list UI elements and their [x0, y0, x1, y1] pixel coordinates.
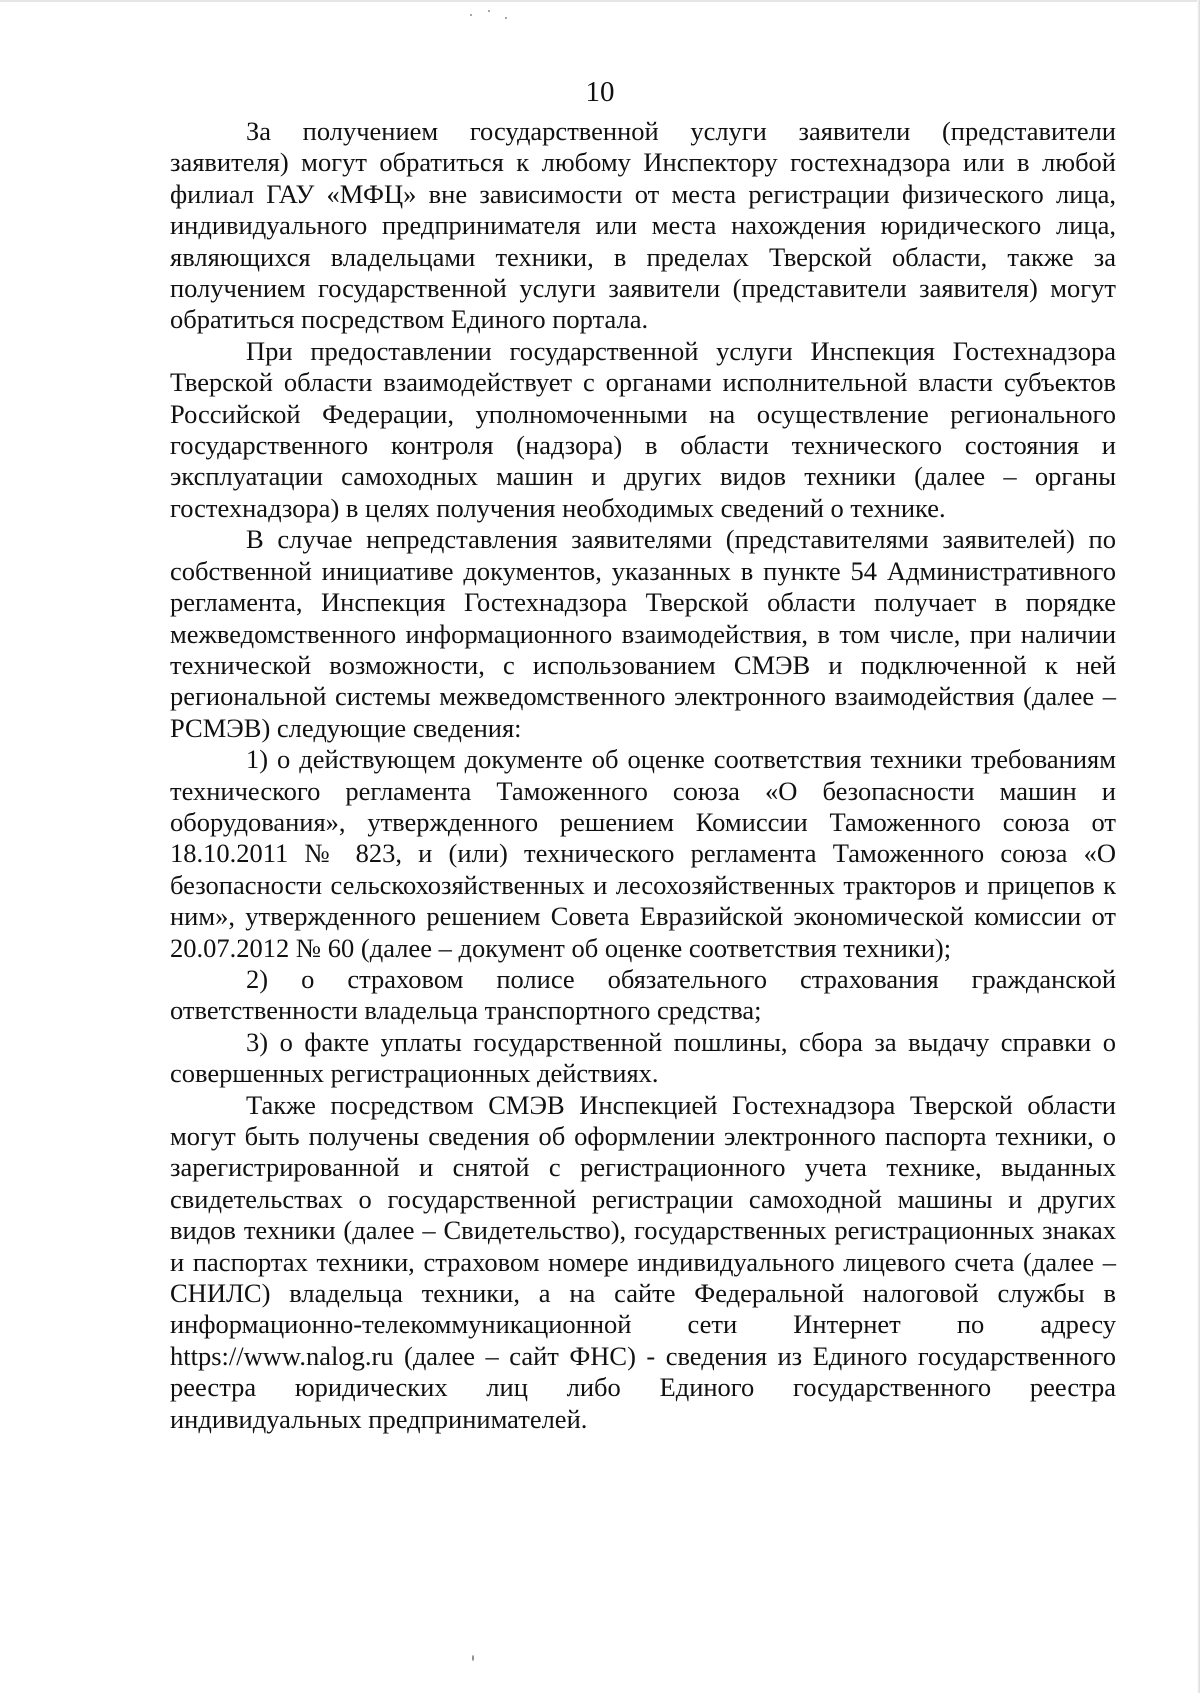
paragraph-interdepartmental-request: В случае непредставления заявителями (представителями заявителей) по собственной инициативе документов, указанных в пункте 54 Административного регламента, Инспекция Гостехнадзора Тверской области получает в порядке межведомственного информационного взаимодействия, в том числе, при наличии технической возможности, с использованием СМЭВ и подключенной к ней региональной системы межведомственного электронного взаимодействия (далее – РСМЭВ) следующие сведения:: [170, 524, 1116, 743]
scan-edge-top: [0, 0, 1200, 2]
list-item-conformity-document: 1) о действующем документе об оценке соответствия техники требованиям технического регламента Таможенного союза «О безопасности машин и оборудования», утвержденного решением Комиссии Таможенного союза от 18.10.2011 № 823, и (или) технического регламента Таможенного союза «О безопасности сельскохозяйственных и лесохозяйственных тракторов и прицепов к ним», утвержденного решением Совета Евразийской экономической комиссии от 20.07.2012 № 60 (далее – документ об оценке соответствия техники);: [170, 744, 1116, 963]
list-item-state-duty: 3) о факте уплаты государственной пошлины, сбора за выдачу справки о совершенных регистрационных действиях.: [170, 1026, 1116, 1089]
scan-speck: [488, 10, 490, 12]
scan-speck: [470, 14, 472, 16]
paragraph-smev-information: Также посредством СМЭВ Инспекцией Гостехнадзора Тверской области могут быть получены сведения об оформлении электронного паспорта техники, о зарегистрированной и снятой с регистрационного учета технике, выданных свидетельствах о государственной регистрации самоходной машины и других видов техники (далее – Свидетельство), государственных регистрационных знаках и паспортах техники, страховом номере индивидуального лицевого счета (далее – СНИЛС) владельца техники, а на сайте Федеральной налоговой службы в информационно-телекоммуникационной сети Интернет по адресу https://www.nalog.ru (далее – сайт ФНС) - сведения из Единого государственного реестра юридических лиц либо Единого государственного реестра индивидуальных предпринимателей.: [170, 1089, 1116, 1434]
scan-speck: [472, 1655, 474, 1661]
page-number: 10: [585, 76, 615, 108]
scan-speck: [505, 17, 507, 19]
paragraph-applicants-mfc: За получением государственной услуги заявители (представители заявителя) могут обратиться к любому Инспектору гостехнадзора или в любой филиал ГАУ «МФЦ» вне зависимости от места регистрации физического лица, индивидуального предпринимателя или места нахождения юридического лица, являющихся владельцами техники, в пределах Тверской области, также за получением государственной услуги заявители (представители заявителя) могут обратиться посредством Единого портала.: [170, 116, 1116, 335]
document-body: [170, 116, 1116, 1435]
list-item-insurance-policy: 2) о страховом полисе обязательного страхования гражданской ответственности владельца транспортного средства;: [170, 963, 1116, 1026]
paragraph-interaction-authorities: При предоставлении государственной услуги Инспекция Гостехнадзора Тверской области взаимодействует с органами исполнительной власти субъектов Российской Федерации, уполномоченными на осуществление регионального государственного контроля (надзора) в области технического состояния и эксплуатации самоходных машин и других видов техники (далее – органы гостехнадзора) в целях получения необходимых сведений о технике.: [170, 335, 1116, 523]
